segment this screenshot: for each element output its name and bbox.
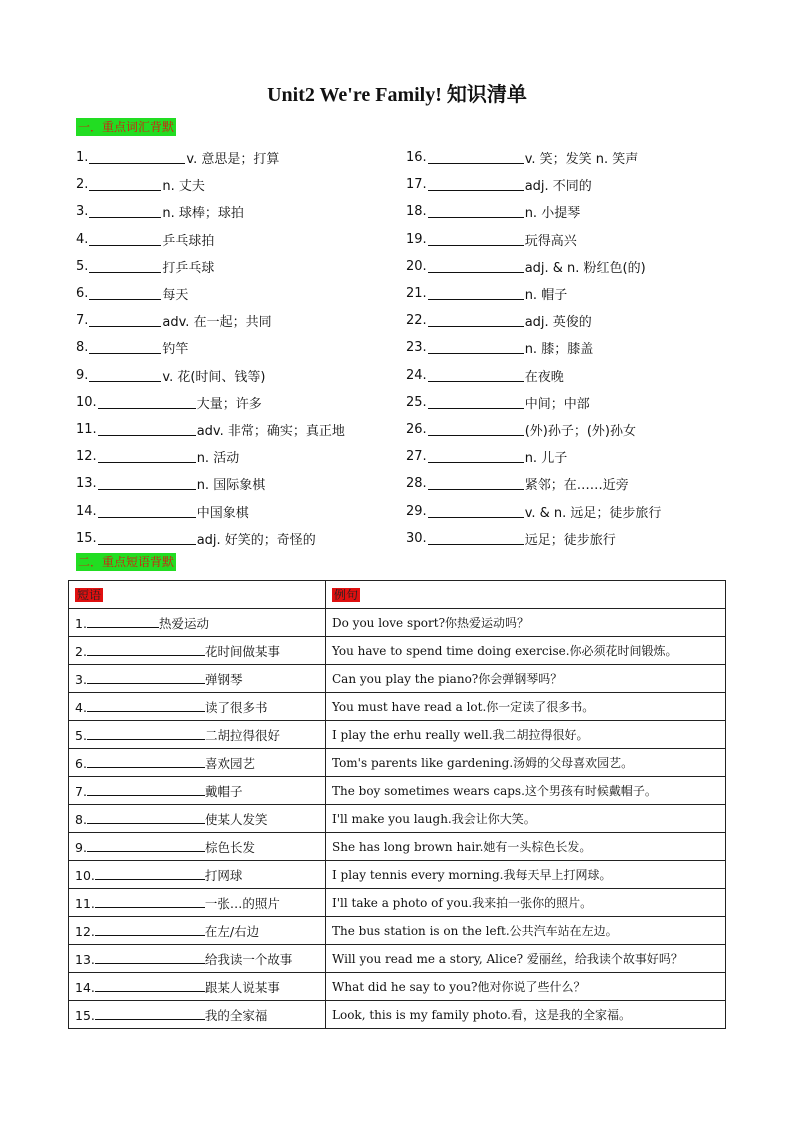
- example-cell: [326, 609, 726, 637]
- phrase-number: 14.: [75, 979, 95, 995]
- section-phrase-heading: 二．重点短语背默: [78, 555, 175, 569]
- example-cell: [326, 721, 726, 749]
- answer-blank[interactable]: [87, 672, 205, 684]
- answer-blank[interactable]: [89, 233, 161, 246]
- table-row: [69, 665, 726, 693]
- vocab-item: [406, 311, 736, 330]
- answer-blank[interactable]: [95, 924, 205, 936]
- phrase-cell: [69, 721, 326, 749]
- vocab-meaning: 每天: [162, 288, 189, 304]
- phrase-meaning: 弹钢琴: [204, 671, 243, 687]
- vocab-number: 25.: [406, 394, 427, 410]
- answer-blank[interactable]: [87, 616, 159, 628]
- vocab-item: [406, 257, 736, 276]
- vocab-meaning: n. 国际象棋: [196, 478, 266, 494]
- vocab-item: [406, 420, 736, 439]
- table-row: [69, 917, 726, 945]
- vocab-row: [76, 416, 736, 443]
- vocab-number: 29.: [406, 503, 427, 519]
- phrase-meaning: 戴帽子: [204, 783, 243, 799]
- answer-blank[interactable]: [428, 396, 524, 409]
- vocab-number: 5.: [76, 258, 89, 274]
- vocab-meaning: v. & n. 远足；徒步旅行: [524, 505, 662, 521]
- answer-blank[interactable]: [428, 260, 524, 273]
- phrase-meaning: 读了很多书: [204, 699, 268, 715]
- answer-blank[interactable]: [89, 151, 185, 164]
- vocab-item: [76, 148, 406, 167]
- vocab-row: [76, 253, 736, 280]
- vocab-meaning: n. 活动: [196, 451, 240, 467]
- answer-blank[interactable]: [428, 341, 524, 354]
- answer-blank[interactable]: [428, 369, 524, 382]
- phrase-cell: [69, 833, 326, 861]
- vocab-meaning: adv. 在一起；共同: [162, 315, 272, 331]
- example-cell: [326, 777, 726, 805]
- answer-blank[interactable]: [428, 450, 524, 463]
- vocab-list: [76, 144, 736, 552]
- phrase-number: 3.: [75, 671, 87, 687]
- example-sentence: I'll take a photo of you.我来拍一张你的照片。: [332, 896, 593, 910]
- vocab-item: [406, 202, 736, 221]
- vocab-number: 10.: [76, 394, 97, 410]
- vocab-row: [76, 525, 736, 552]
- vocab-meaning: 紧邻；在……近旁: [524, 478, 629, 494]
- vocab-row: [76, 280, 736, 307]
- vocab-item: [406, 338, 736, 357]
- answer-blank[interactable]: [95, 868, 205, 880]
- example-cell: [326, 945, 726, 973]
- vocab-meaning: adj. 英俊的: [524, 315, 592, 331]
- example-sentence: I play the erhu really well.我二胡拉得很好。: [332, 728, 589, 742]
- vocab-meaning: 打乒乓球: [162, 260, 215, 276]
- example-cell: [326, 805, 726, 833]
- phrase-cell: [69, 749, 326, 777]
- table-row: [69, 833, 726, 861]
- vocab-number: 23.: [406, 340, 427, 356]
- example-sentence: She has long brown hair.她有一头棕色长发。: [332, 840, 592, 854]
- phrase-number: 12.: [75, 923, 95, 939]
- vocab-meaning: n. 小提琴: [524, 206, 581, 222]
- answer-blank[interactable]: [95, 980, 205, 992]
- vocab-row: [76, 226, 736, 253]
- vocab-number: 13.: [76, 476, 97, 492]
- vocab-item: [76, 202, 406, 221]
- vocab-number: 26.: [406, 421, 427, 437]
- example-cell: [326, 693, 726, 721]
- answer-blank[interactable]: [428, 151, 524, 164]
- vocab-number: 21.: [406, 286, 427, 302]
- header-phrase-label: 短语: [77, 588, 102, 602]
- phrase-table: [68, 580, 726, 1029]
- answer-blank[interactable]: [87, 784, 205, 796]
- answer-blank[interactable]: [428, 287, 524, 300]
- phrase-cell: [69, 917, 326, 945]
- answer-blank[interactable]: [95, 1008, 205, 1020]
- vocab-number: 9.: [76, 367, 89, 383]
- vocab-row: [76, 470, 736, 497]
- phrase-number: 10.: [75, 867, 95, 883]
- vocab-item: [76, 502, 406, 521]
- phrase-meaning: 一张…的照片: [204, 895, 280, 911]
- phrase-cell: [69, 777, 326, 805]
- phrase-number: 11.: [75, 895, 95, 911]
- table-row: [69, 1001, 726, 1029]
- header-example-cell: [326, 581, 726, 609]
- phrase-meaning: 棕色长发: [204, 839, 255, 855]
- phrase-number: 13.: [75, 951, 95, 967]
- vocab-row: [76, 443, 736, 470]
- phrase-number: 6.: [75, 755, 87, 771]
- example-cell: [326, 889, 726, 917]
- table-row: [69, 609, 726, 637]
- phrase-number: 15.: [75, 1007, 95, 1023]
- vocab-meaning: 钓竿: [162, 342, 189, 358]
- vocab-number: 2.: [76, 177, 89, 193]
- example-sentence: You must have read a lot.你一定读了很多书。: [332, 700, 595, 714]
- vocab-item: [406, 502, 736, 521]
- vocab-item: [76, 420, 406, 439]
- page-title: Unit2 We're Family! 知识清单: [267, 84, 527, 106]
- vocab-number: 17.: [406, 177, 427, 193]
- vocab-meaning: adj. 不同的: [524, 179, 592, 195]
- example-sentence: Look, this is my family photo.看，这是我的全家福。: [332, 1008, 631, 1022]
- answer-blank[interactable]: [89, 205, 161, 218]
- phrase-meaning: 二胡拉得很好: [204, 727, 280, 743]
- table-row: [69, 945, 726, 973]
- vocab-item: [406, 230, 736, 249]
- answer-blank[interactable]: [98, 423, 196, 436]
- phrase-number: 5.: [75, 727, 87, 743]
- phrase-meaning: 使某人发笑: [204, 811, 268, 827]
- vocab-meaning: 中间；中部: [524, 396, 590, 412]
- answer-blank[interactable]: [87, 812, 205, 824]
- vocab-item: [76, 474, 406, 493]
- answer-blank[interactable]: [428, 532, 524, 545]
- table-header-row: [69, 581, 726, 609]
- vocab-number: 1.: [76, 150, 89, 166]
- vocab-row: [76, 497, 736, 524]
- phrase-cell: [69, 861, 326, 889]
- vocab-meaning: n. 球棒；球拍: [162, 206, 244, 222]
- vocab-item: [76, 311, 406, 330]
- vocab-number: 11.: [76, 421, 97, 437]
- answer-blank[interactable]: [98, 477, 196, 490]
- vocab-number: 18.: [406, 204, 427, 220]
- table-row: [69, 749, 726, 777]
- answer-blank[interactable]: [89, 369, 161, 382]
- example-sentence: I'll make you laugh.我会让你大笑。: [332, 812, 536, 826]
- vocab-meaning: v. 笑；发笑 n. 笑声: [524, 152, 639, 168]
- vocab-item: [76, 338, 406, 357]
- phrase-meaning: 在左/右边: [204, 923, 260, 939]
- vocab-meaning: 大量；许多: [196, 396, 262, 412]
- vocab-item: [406, 284, 736, 303]
- vocab-number: 16.: [406, 150, 427, 166]
- phrase-meaning: 喜欢园艺: [204, 755, 255, 771]
- vocab-meaning: n. 帽子: [524, 288, 568, 304]
- vocab-meaning: 中国象棋: [196, 505, 249, 521]
- phrase-number: 9.: [75, 839, 87, 855]
- answer-blank[interactable]: [428, 505, 524, 518]
- vocab-number: 3.: [76, 204, 89, 220]
- vocab-item: [406, 529, 736, 548]
- phrase-number: 7.: [75, 783, 87, 799]
- example-cell: [326, 749, 726, 777]
- header-phrase-cell: [69, 581, 326, 609]
- vocab-number: 19.: [406, 231, 427, 247]
- vocab-number: 27.: [406, 449, 427, 465]
- vocab-number: 15.: [76, 530, 97, 546]
- vocab-number: 30.: [406, 530, 427, 546]
- vocab-number: 24.: [406, 367, 427, 383]
- phrase-meaning: 跟某人说某事: [204, 979, 280, 995]
- vocab-meaning: n. 儿子: [524, 451, 568, 467]
- vocab-meaning: n. 膝；膝盖: [524, 342, 594, 358]
- vocab-row: [76, 307, 736, 334]
- phrase-meaning: 花时间做某事: [204, 643, 280, 659]
- table-row: [69, 637, 726, 665]
- vocab-item: [76, 529, 406, 548]
- phrase-number: 2.: [75, 643, 87, 659]
- vocab-item: [406, 175, 736, 194]
- example-sentence: The bus station is on the left.公共汽车站在左边。: [332, 924, 618, 938]
- answer-blank[interactable]: [87, 700, 205, 712]
- vocab-meaning: v. 意思是；打算: [186, 152, 280, 168]
- example-sentence: Can you play the piano?你会弹钢琴吗？: [332, 672, 563, 686]
- phrase-meaning: 我的全家福: [204, 1007, 268, 1023]
- example-cell: [326, 637, 726, 665]
- vocab-number: 12.: [76, 449, 97, 465]
- example-cell: [326, 973, 726, 1001]
- answer-blank[interactable]: [98, 450, 196, 463]
- answer-blank[interactable]: [428, 178, 524, 191]
- vocab-item: [76, 284, 406, 303]
- vocab-meaning: adj. & n. 粉红色(的): [524, 260, 646, 276]
- vocab-meaning: adv. 非常；确实；真正地: [196, 423, 345, 439]
- phrase-cell: [69, 609, 326, 637]
- vocab-item: [76, 175, 406, 194]
- answer-blank[interactable]: [87, 756, 205, 768]
- answer-blank[interactable]: [428, 477, 524, 490]
- vocab-item: [76, 447, 406, 466]
- example-sentence: You have to spend time doing exercise.你必须花时间锻炼。: [332, 644, 678, 658]
- vocab-row: [76, 144, 736, 171]
- vocab-item: [406, 366, 736, 385]
- phrase-cell: [69, 693, 326, 721]
- example-sentence: Do you love sport?你热爱运动吗？: [332, 616, 530, 630]
- example-cell: [326, 1001, 726, 1029]
- answer-blank[interactable]: [89, 260, 161, 273]
- example-cell: [326, 665, 726, 693]
- table-row: [69, 861, 726, 889]
- phrase-cell: [69, 889, 326, 917]
- vocab-number: 8.: [76, 340, 89, 356]
- header-example-label: 例句: [334, 588, 359, 602]
- answer-blank[interactable]: [87, 840, 205, 852]
- answer-blank[interactable]: [98, 532, 196, 545]
- example-sentence: Will you read me a story, Alice? 爱丽丝，给我读个故事好吗？: [332, 952, 683, 966]
- phrase-number: 8.: [75, 811, 87, 827]
- answer-blank[interactable]: [89, 314, 161, 327]
- phrase-meaning: 热爱运动: [158, 615, 209, 631]
- vocab-row: [76, 198, 736, 225]
- vocab-item: [406, 148, 736, 167]
- example-cell: [326, 917, 726, 945]
- phrase-cell: [69, 945, 326, 973]
- section-vocab-heading: 一．重点词汇背默: [78, 120, 175, 134]
- answer-blank[interactable]: [87, 728, 205, 740]
- vocab-number: 14.: [76, 503, 97, 519]
- answer-blank[interactable]: [95, 896, 205, 908]
- vocab-meaning: 远足；徒步旅行: [524, 532, 616, 548]
- answer-blank[interactable]: [95, 952, 205, 964]
- phrase-number: 1.: [75, 615, 87, 631]
- answer-blank[interactable]: [89, 287, 161, 300]
- vocab-row: [76, 389, 736, 416]
- phrase-cell: [69, 665, 326, 693]
- vocab-row: [76, 362, 736, 389]
- vocab-number: 28.: [406, 476, 427, 492]
- table-row: [69, 889, 726, 917]
- vocab-number: 20.: [406, 258, 427, 274]
- vocab-item: [76, 393, 406, 412]
- phrase-cell: [69, 805, 326, 833]
- vocab-meaning: 玩得高兴: [524, 233, 577, 249]
- answer-blank[interactable]: [89, 178, 161, 191]
- phrase-meaning: 打网球: [204, 867, 243, 883]
- vocab-meaning: (外)孙子；(外)孙女: [524, 423, 636, 439]
- answer-blank[interactable]: [98, 505, 196, 518]
- answer-blank[interactable]: [428, 233, 524, 246]
- answer-blank[interactable]: [428, 314, 524, 327]
- vocab-number: 4.: [76, 231, 89, 247]
- example-sentence: The boy sometimes wears caps.这个男孩有时候戴帽子。: [332, 784, 657, 798]
- phrase-meaning: 给我读一个故事: [204, 951, 293, 967]
- vocab-item: [76, 366, 406, 385]
- vocab-row: [76, 334, 736, 361]
- example-cell: [326, 861, 726, 889]
- answer-blank[interactable]: [98, 396, 196, 409]
- phrase-cell: [69, 637, 326, 665]
- vocab-item: [76, 257, 406, 276]
- phrase-number: 4.: [75, 699, 87, 715]
- vocab-item: [406, 447, 736, 466]
- table-row: [69, 973, 726, 1001]
- phrase-cell: [69, 973, 326, 1001]
- table-row: [69, 721, 726, 749]
- table-row: [69, 805, 726, 833]
- vocab-meaning: adj. 好笑的；奇怪的: [196, 532, 316, 548]
- vocab-item: [406, 393, 736, 412]
- example-sentence: Tom's parents like gardening.汤姆的父母喜欢园艺。: [332, 756, 634, 770]
- table-row: [69, 693, 726, 721]
- vocab-meaning: v. 花(时间、钱等): [162, 369, 266, 385]
- answer-blank[interactable]: [428, 205, 524, 218]
- answer-blank[interactable]: [89, 341, 161, 354]
- vocab-meaning: 在夜晚: [524, 369, 564, 385]
- vocab-item: [76, 230, 406, 249]
- vocab-number: 7.: [76, 313, 89, 329]
- answer-blank[interactable]: [87, 644, 205, 656]
- example-sentence: I play tennis every morning.我每天早上打网球。: [332, 868, 612, 882]
- vocab-meaning: n. 丈夫: [162, 179, 205, 195]
- answer-blank[interactable]: [428, 423, 524, 436]
- vocab-item: [406, 474, 736, 493]
- example-sentence: What did he say to you?他对你说了些什么？: [332, 980, 586, 994]
- vocab-row: [76, 171, 736, 198]
- table-row: [69, 777, 726, 805]
- vocab-meaning: 乒乓球拍: [162, 233, 215, 249]
- vocab-number: 22.: [406, 313, 427, 329]
- vocab-number: 6.: [76, 286, 89, 302]
- example-cell: [326, 833, 726, 861]
- phrase-cell: [69, 1001, 326, 1029]
